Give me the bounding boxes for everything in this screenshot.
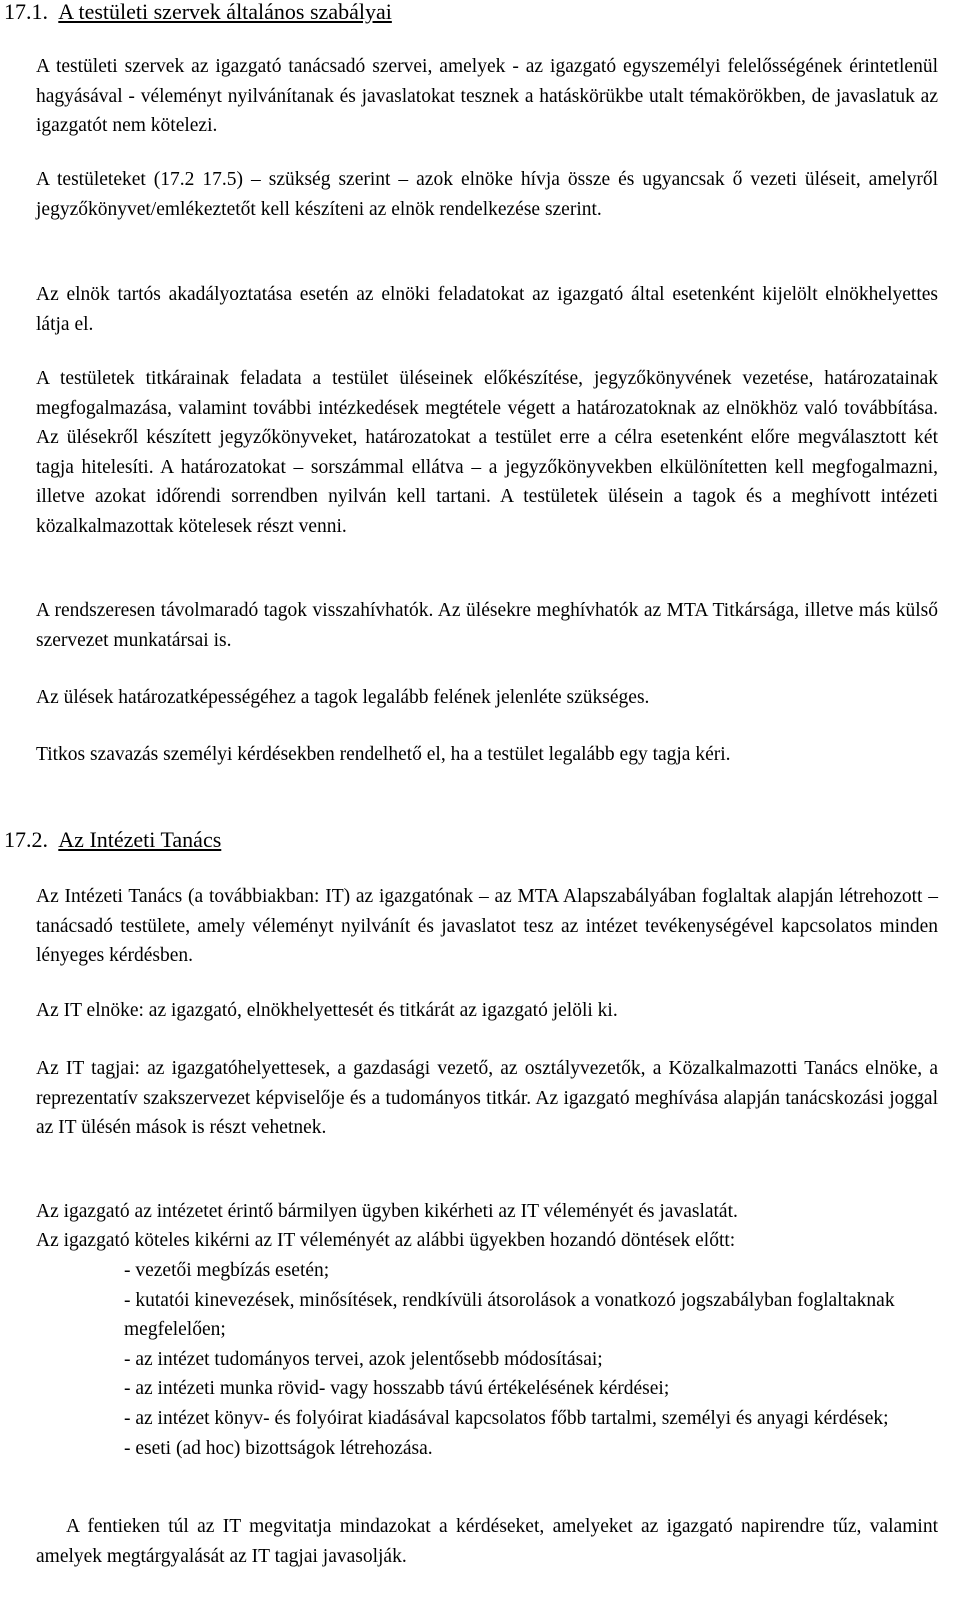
list-item: - az intézet könyv- és folyóirat kiadásával kapcsolatos főbb tartalmi, személyi és anyagi kérdések; — [124, 1407, 889, 1429]
section-title: A testületi szervek általános szabályai — [58, 0, 392, 24]
section-number: 17.1. — [4, 0, 48, 24]
paragraph: A testületeket (17.2 17.5) – szükség szerint – azok elnöke hívja össze és ugyancsak ő vezeti üléseit, amelyről jegyzőkönyvet/emlékeztetőt kell készíteni az elnök rendelkezése szerint. — [36, 169, 938, 220]
paragraph: A rendszeresen távolmaradó tagok visszahívhatók. Az ülésekre meghívhatók az MTA Titkársága, illetve más külső szervezet munkatársai is. — [36, 600, 938, 651]
paragraph: Az elnök tartós akadályoztatása esetén az elnöki feladatokat az igazgató által esetenként kijelölt elnökhelyettes látja el. — [36, 284, 938, 335]
paragraph: Az Intézeti Tanács (a továbbiakban: IT) az igazgatónak – az MTA Alapszabályában foglaltak alapján létrehozott – tanácsadó testülete, amely véleményt nyilvánít és javaslatot tesz az intézet tevékenységével kapcsolatos minden lényeges kérdésben. — [36, 886, 938, 967]
paragraph-line: Az igazgató köteles kikérni az IT véleményét az alábbi ügyekben hozandó döntések előtt: — [36, 1230, 736, 1251]
paragraph: A testületi szervek az igazgató tanácsadó szervei, amelyek - az igazgató egyszemélyi felelősségének érintetlenül hagyásával - véleményt nyilvánítanak és javaslatokat tesznek a hatáskörükbe utalt témakörökben, de javaslatuk az igazgatót nem kötelezi. — [36, 56, 938, 137]
paragraph: Titkos szavazás személyi kérdésekben rendelhető el, ha a testület legalább egy tagja kéri. — [36, 744, 731, 765]
paragraph: Az IT tagjai: az igazgatóhelyettesek, a gazdasági vezető, az osztályvezetők, a Közalkalmazotti Tanács elnöke, a reprezentatív szakszervezet képviselője és a tudományos titkár. Az igazgató meghívása alapján tanácskozási joggal az IT ülésén mások is részt vehetnek. — [36, 1058, 938, 1139]
section-title: Az Intézeti Tanács — [58, 827, 222, 852]
section-heading-17-2 — [4, 825, 221, 855]
paragraph-line: Az igazgató az intézetet érintő bármilyen ügyben kikérheti az IT véleményét és javaslatát. — [36, 1201, 738, 1222]
list-item: - vezetői megbízás esetén; — [124, 1260, 330, 1281]
paragraph: Az ülések határozatképességéhez a tagok legalább felének jelenléte szükséges. — [36, 687, 650, 708]
paragraph: Az IT elnöke: az igazgató, elnökhelyettesét és titkárát az igazgató jelöli ki. — [36, 1000, 618, 1021]
paragraph: A fentieken túl az IT megvitatja mindazokat a kérdéseket, amelyeket az igazgató napirendre tűz, valamint amelyek megtárgyalását az IT tagjai javasolják. — [36, 1516, 938, 1567]
opinion-list — [124, 1256, 938, 1463]
list-item: - az intézeti munka rövid- vagy hosszabb távú értékelésének kérdései; — [124, 1378, 670, 1400]
list-item: - az intézet tudományos tervei, azok jelentősebb módosításai; — [124, 1348, 603, 1370]
section-number: 17.2. — [4, 827, 48, 852]
section-heading-17-1 — [4, 0, 392, 27]
list-item: - eseti (ad hoc) bizottságok létrehozása. — [124, 1437, 433, 1459]
list-item: - kutatói kinevezések, minősítések, rendkívüli átsorolások a vonatkozó jogszabályban foglaltaknak megfelelően; — [124, 1289, 895, 1341]
paragraph: A testületek titkárainak feladata a testület üléseinek előkészítése, jegyzőkönyvének vezetése, határozatainak megfogalmazása, valamint további intézkedések megtétele végett a határozatoknak az elnökhöz való továbbítása. Az ülésekről készített jegyzőkönyveket, határozatokat a testület erre a célra esetenként előre megválasztott két tagja hitelesíti. A határozatokat – sorszámmal ellátva – a jegyzőkönyvekben elkülönítetten kell megfogalmazni, illetve azokat időrendi sorrendben nyilván kell tartani. A testületek ülésein a tagok és a meghívott intézeti közalkalmazottak kötelesek részt venni. — [36, 368, 938, 537]
